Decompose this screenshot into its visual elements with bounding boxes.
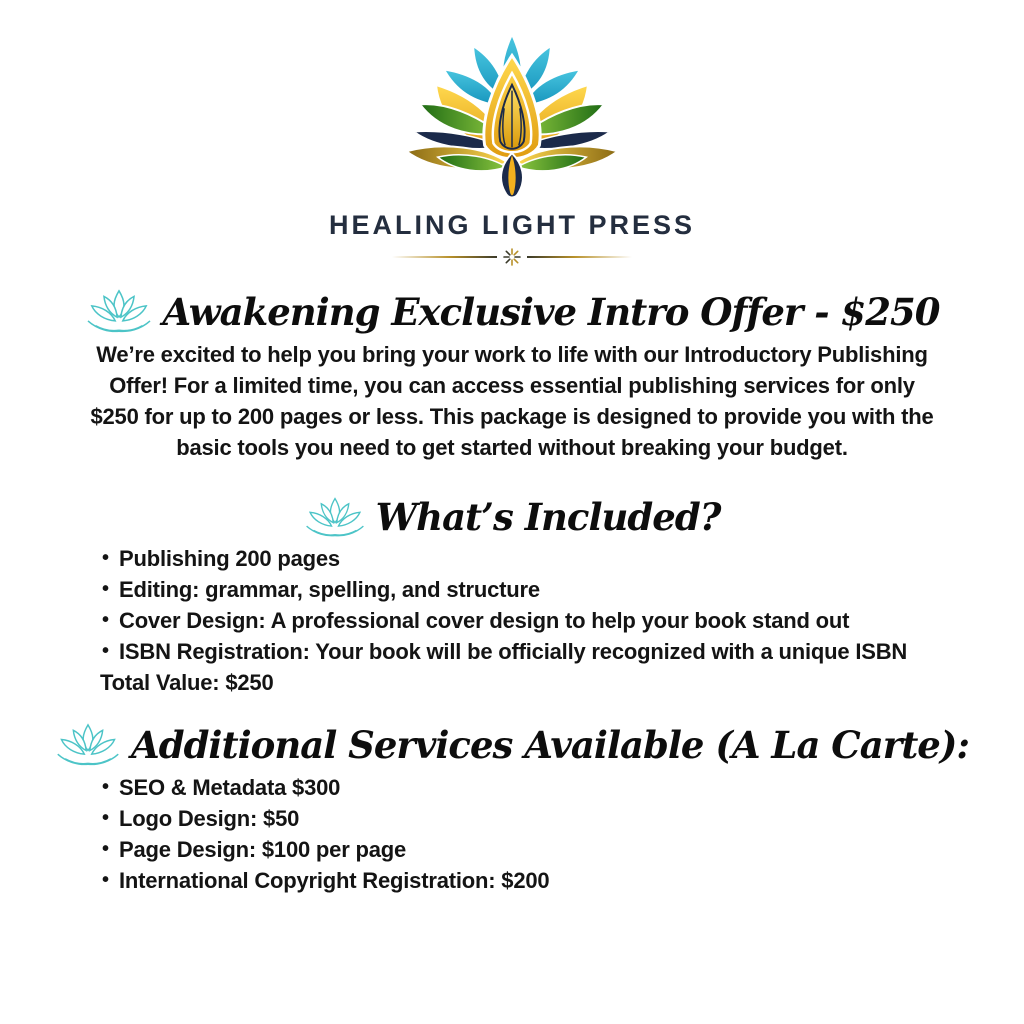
section-alacarte-heading-row: [0, 722, 1024, 768]
lotus-outline-icon: [85, 288, 153, 335]
sparkle-divider: [392, 248, 632, 266]
list-item: • Publishing 200 pages: [102, 543, 934, 574]
list-item: • SEO & Metadata $300: [102, 772, 934, 803]
lotus-outline-icon: [55, 722, 121, 768]
list-item: • Cover Design: A professional cover design to help your book stand out: [102, 605, 934, 636]
divider-line-right: [527, 256, 632, 258]
lotus-outline-icon: [304, 496, 366, 539]
list-item: • International Copyright Registration: $200: [102, 865, 934, 896]
intro-paragraph: We’re excited to help you bring your work to life with our Introductory Publishing Offer! For a limited time, you can access essential publishing services for only $250 for up to 200 pages or less. This package is designed to provide you with the basic tools you need to get started without breaking your budget.: [90, 342, 934, 460]
section-included-heading-row: [0, 495, 1024, 539]
brand-header: [0, 30, 1024, 266]
list-item: • Page Design: $100 per page: [102, 834, 934, 865]
list-item: • Editing: grammar, spelling, and structure: [102, 574, 934, 605]
included-bullet-list: [102, 543, 934, 667]
section-intro-title: Awakening Exclusive Intro Offer - $250: [162, 289, 940, 334]
sparkle-divider-icon: [503, 248, 521, 266]
total-value-line: Total Value: $250: [100, 670, 274, 695]
section-intro-heading-row: [0, 288, 1024, 335]
alacarte-bullet-list: [102, 772, 934, 896]
brand-name: HEALING LIGHT PRESS: [328, 210, 696, 240]
section-included-title: What’s Included?: [375, 495, 721, 539]
list-item: • ISBN Registration: Your book will be officially recognized with a unique ISBN: [102, 636, 934, 667]
divider-line-left: [392, 256, 497, 258]
section-alacarte-title: Additional Services Available (A La Carte):: [130, 723, 970, 767]
list-item: • Logo Design: $50: [102, 803, 934, 834]
lotus-flower-logo-icon: [403, 30, 621, 206]
